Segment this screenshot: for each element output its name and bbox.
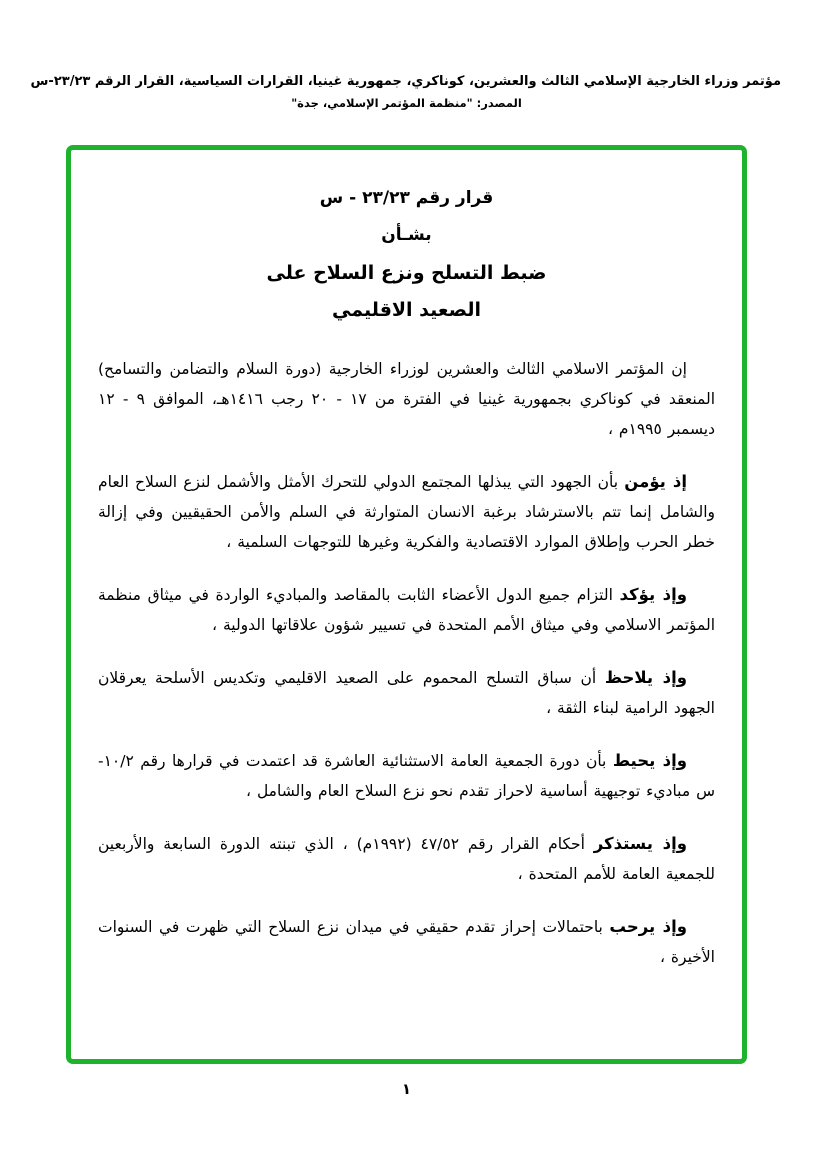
clause-paragraph bbox=[98, 467, 715, 557]
clause-text: إن المؤتمر الاسلامي الثالث والعشرين لوزراء الخارجية (دورة السلام والتضامن والتسامح) المنعقد في كوناكري بجمهورية غينيا في الفترة من ١٧ - ٢٠ رجب ١٤١٦هـ، الموافق ٩ - ١٢ ديسمبر ١٩٩٥م ، bbox=[98, 360, 716, 438]
clause-text: أن سباق التسلح المحموم على الصعيد الاقليمي وتكديس الأسلحة يعرقلان الجهود الرامية لبناء الثقة ، bbox=[98, 669, 715, 717]
clause-lead: وإذ يلاحظ bbox=[604, 668, 687, 687]
clause-paragraph bbox=[98, 912, 715, 972]
resolution-body bbox=[98, 354, 715, 972]
title-subject-line1: ضبط التسلح ونزع السلاح على bbox=[266, 262, 547, 284]
preamble-paragraph bbox=[98, 354, 715, 444]
title-resolution-number: قرار رقم ٢٣/٢٣ - س bbox=[319, 188, 494, 208]
clause-lead: وإذ يستذكر bbox=[593, 834, 687, 853]
clause-lead: إذ يؤمن bbox=[624, 472, 687, 491]
header-source-line: المصدر: "منظمة المؤتمر الإسلامي، جدة" bbox=[291, 96, 522, 110]
clause-lead: وإذ يحيط bbox=[612, 751, 687, 770]
title-subject-line2: الصعيد الاقليمي bbox=[331, 299, 481, 321]
clause-text: التزام جميع الدول الأعضاء الثابت بالمقاصد والمباديء الواردة في ميثاق منظمة المؤتمر الاسلامي وفي ميثاق الأمم المتحدة في تسيير شؤون علاقاتها الدولية ، bbox=[98, 586, 715, 634]
resolution-title-block bbox=[98, 188, 715, 321]
clause-paragraph bbox=[98, 663, 715, 723]
page-number: ١ bbox=[401, 1080, 412, 1098]
clause-text: باحتمالات إحراز تقدم حقيقي في ميدان نزع السلاح التي ظهرت في السنوات الأخيرة ، bbox=[98, 918, 715, 966]
header-citation-line: مؤتمر وزراء الخارجية الإسلامي الثالث والعشرين، كوناكري، جمهورية غينيا، القرارات السياسية، القرار الرقم ٢٣/٢٣-س bbox=[30, 74, 781, 89]
clause-paragraph bbox=[98, 829, 715, 889]
title-regarding: بشـأن bbox=[381, 225, 432, 245]
clause-lead: وإذ يرحب bbox=[609, 917, 687, 936]
clause-paragraph bbox=[98, 746, 715, 806]
clause-text: أحكام القرار رقم ٤٧/٥٢ (١٩٩٢م) ، الذي تبنته الدورة السابعة والأربعين للجمعية العامة للأمم المتحدة ، bbox=[98, 835, 715, 883]
clause-paragraph bbox=[98, 580, 715, 640]
resolution-frame bbox=[66, 145, 747, 1064]
document-header bbox=[32, 74, 781, 110]
clause-text: بأن دورة الجمعية العامة الاستثنائية العاشرة قد اعتمدت في قرارها رقم ١٠/٢-س مباديء توجيهية أساسية لاحراز تقدم نحو نزع السلاح العام والشامل ، bbox=[98, 752, 715, 800]
clause-lead: وإذ يؤكد bbox=[619, 585, 687, 604]
clause-text: بأن الجهود التي يبذلها المجتمع الدولي للتحرك الأمثل والأشمل لنزع السلاح العام والشامل إنما تتم بالاسترشاد برغبة الانسان المتوارثة في السلم والأمن الحقيقيين وفي إزالة خطر الحرب وإطلاق الموارد الاقتصادية والفكرية وغيرها للتوجهات السلمية ، bbox=[98, 473, 715, 551]
